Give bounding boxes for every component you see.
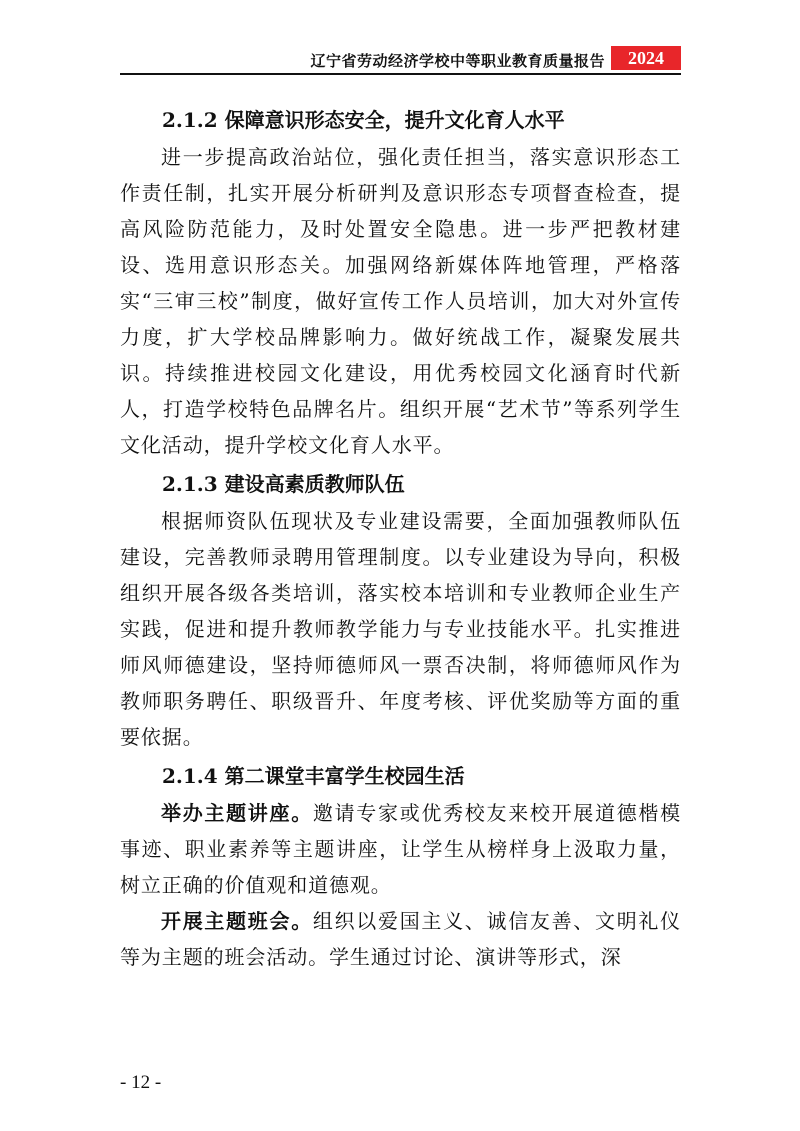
paragraph-lead: 举办主题讲座。 [161,801,313,825]
body-paragraph [120,503,681,755]
section-heading-2-1-3: 2.1.3 建设高素质教师队伍 [162,472,405,496]
section-heading-2-1-2: 2.1.2 保障意识形态安全，提升文化育人水平 [162,108,565,132]
paragraph-text: 邀请专家或优秀校友来校开展道德楷模事迹、职业素养等主题讲座，让学生从榜样身上汲取力量，树立正确的价值观和道德观。 [120,801,681,897]
page-header [120,44,681,72]
paragraph-text: 根据师资队伍现状及专业建设需要，全面加强教师队伍建设，完善教师录聘用管理制度。以专业建设为导向，积极组织开展各级各类培训，落实校本培训和专业教师企业生产实践，促进和提升教师教学能力与专业技能水平。扎实推进师风师德建设，坚持师德师风一票否决制，将师德师风作为教师职务聘任、职级晋升、年度考核、评优奖励等方面的重要依据。 [120,509,681,749]
section-heading-2-1-4: 2.1.4 第二课堂丰富学生校园生活 [162,764,465,788]
paragraph-text: 组织以爱国主义、诚信友善、文明礼仪等为主题的班会活动。学生通过讨论、演讲等形式，深 [120,909,681,969]
header-divider [120,73,681,75]
header-title: 辽宁省劳动经济学校中等职业教育质量报告 [310,52,605,70]
body-paragraph [120,795,681,903]
paragraph-text: 进一步提高政治站位，强化责任担当，落实意识形态工作责任制，扎实开展分析研判及意识形态专项督查检查，提高风险防范能力，及时处置安全隐患。进一步严把教材建设、选用意识形态关。加强网络新媒体阵地管理，严格落实“三审三校”制度，做好宣传工作人员培训，加大对外宣传力度，扩大学校品牌影响力。做好统战工作，凝聚发展共识。持续推进校园文化建设，用优秀校园文化涵育时代新人，打造学校特色品牌名片。组织开展“艺术节”等系列学生文化活动，提升学校文化育人水平。 [120,145,681,457]
page-number: - 12 - [120,1072,162,1093]
body-paragraph [120,139,681,463]
header-year-badge: 2024 [611,46,681,70]
body-paragraph [120,903,681,975]
paragraph-lead: 开展主题班会。 [161,909,313,933]
document-body [120,99,681,975]
